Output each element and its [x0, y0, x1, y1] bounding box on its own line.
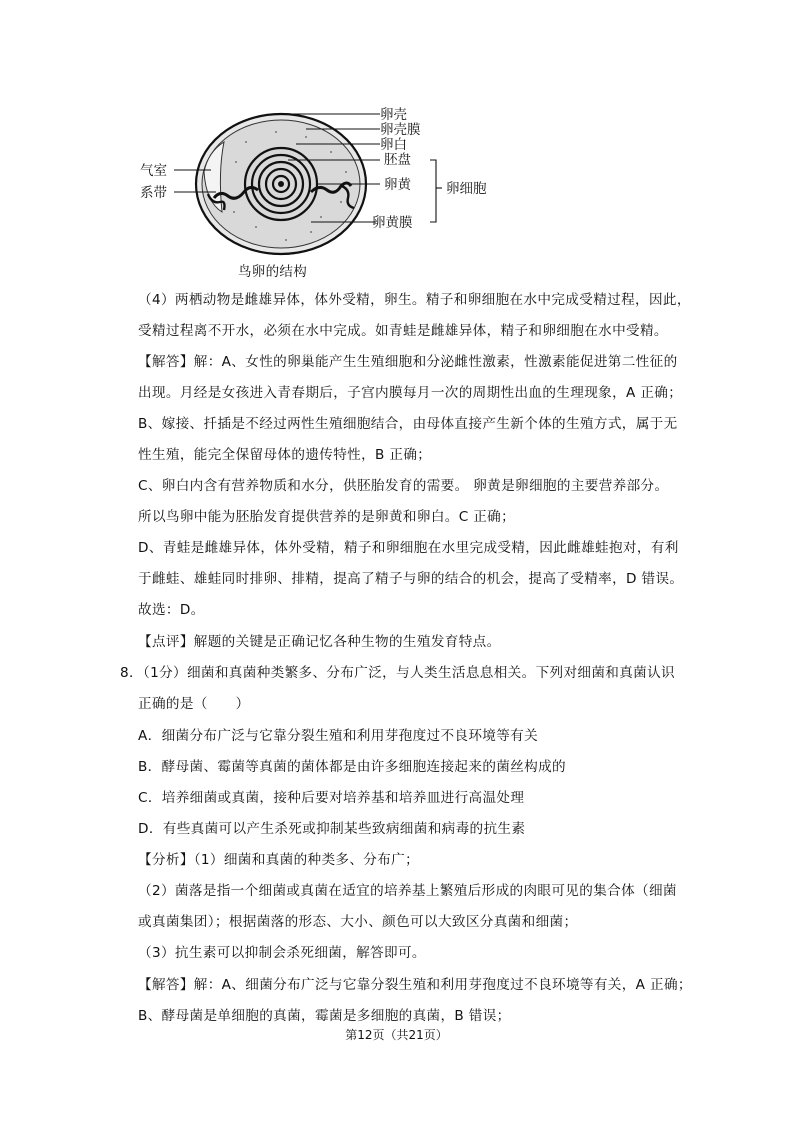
bird-egg-diagram	[136, 102, 516, 282]
question-stem: 8．（1分）细菌和真菌种类繁多、分布广泛，与人类生活息息相关。下列对细菌和真菌认识	[120, 665, 676, 681]
text-line: 【点评】解题的关键是正确记忆各种生物的生殖发育特点。	[138, 634, 501, 650]
text-line: 故选：D。	[138, 602, 205, 618]
question-stem-cont: 正确的是（ ）	[138, 696, 250, 712]
bird-egg-illustration	[136, 102, 516, 282]
label-yolk-membrane: 卵黄膜	[372, 215, 413, 230]
page-footer: 第12页（共21页）	[345, 1028, 448, 1042]
text-line: （4）两栖动物是雌雄异体，体外受精，卵生。精子和卵细胞在水中完成受精过程，因此，	[138, 292, 691, 308]
label-albumen: 卵白	[380, 137, 407, 152]
text-line: 【解答】解：A、细菌分布广泛与它靠分裂生殖和利用芽孢度过不良环境等有关，A 正确；	[138, 977, 692, 993]
germinal-disc-dot	[278, 181, 284, 187]
option-c: C．培养细菌或真菌，接种后要对培养基和培养皿进行高温处理	[138, 790, 525, 806]
text-line: 【分析】（1）细菌和真菌的种类多、分布广；	[138, 852, 420, 868]
text-line: 出现。月经是女孩进入青春期后，子宫内膜每月一次的周期性出血的生理现象，A 正确；	[138, 385, 683, 401]
label-germinal-disc: 胚盘	[384, 152, 411, 167]
text-line: 于雌蛙、雄蛙同时排卵、排精，提高了精子与卵的结合的机会，提高了受精率，D 错误。	[138, 571, 684, 587]
text-line: C、卵白内含有营养物质和水分，供胚胎发育的需要。 卵黄是卵细胞的主要营养部分。	[138, 478, 669, 494]
label-shell-membrane: 卵壳膜	[380, 122, 421, 137]
text-line: 性生殖，能完全保留母体的遗传特性，B 正确；	[138, 447, 432, 463]
option-b: B．酵母菌、霉菌等真菌的菌体都是由许多细胞连接起来的菌丝构成的	[138, 759, 566, 775]
text-line: B、酵母菌是单细胞的真菌，霉菌是多细胞的真菌，B 错误；	[138, 1008, 511, 1024]
text-line: 【解答】解：A、女性的卵巢能产生生殖细胞和分泌雌性激素，性激素能促进第二性征的	[138, 354, 678, 370]
text-line: （2）菌落是指一个细菌或真菌在适宜的培养基上繁殖后形成的肉眼可见的集合体（细菌	[138, 883, 677, 899]
label-shell: 卵壳	[380, 107, 407, 122]
option-d: D．有些真菌可以产生杀死或抑制某些致病细菌和病毒的抗生素	[138, 821, 526, 837]
text-line: 受精过程离不开水，必须在水中完成。如青蛙是雌雄异体，精子和卵细胞在水中受精。	[138, 323, 668, 339]
label-yolk: 卵黄	[384, 177, 411, 192]
text-line: 所以鸟卵中能为胚胎发育提供营养的是卵黄和卵白。C 正确；	[138, 509, 516, 525]
label-egg-cell: 卵细胞	[446, 181, 487, 196]
text-line: D、青蛙是雌雄异体，体外受精，精子和卵细胞在水里完成受精，因此雌雄蛙抱对，有利	[138, 540, 679, 556]
text-line: 或真菌集团）；根据菌落的形态、大小、颜色可以大致区分真菌和细菌；	[138, 914, 578, 930]
label-air-cell: 气室	[140, 163, 167, 178]
text-line: （3）抗生素可以抑制会杀死细菌，解答即可。	[138, 945, 426, 961]
option-a: A．细菌分布广泛与它靠分裂生殖和利用芽孢度过不良环境等有关	[138, 728, 539, 744]
figure-caption: 鸟卵的结构	[238, 264, 307, 280]
text-line: B、嫁接、扦插是不经过两性生殖细胞结合，由母体直接产生新个体的生殖方式，属于无	[138, 416, 678, 432]
label-chalaza: 系带	[140, 185, 167, 200]
